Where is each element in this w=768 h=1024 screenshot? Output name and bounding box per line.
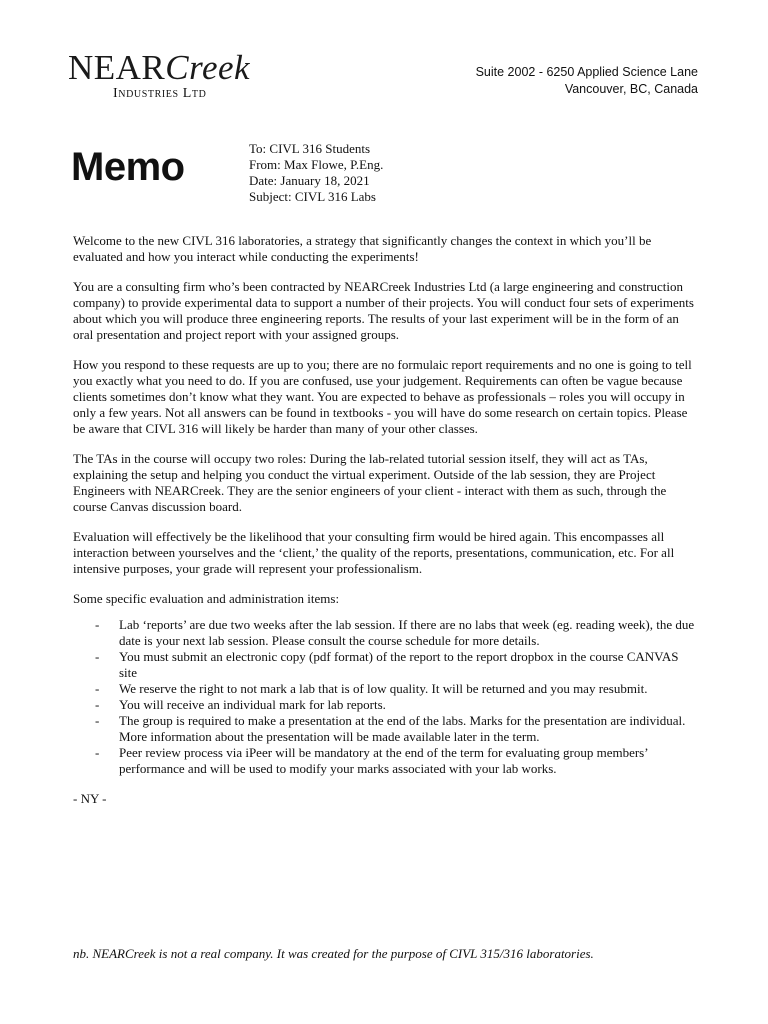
paragraph-welcome: Welcome to the new CIVL 316 laboratories, a strategy that significantly changes the context in which you’ll be evaluated and how you interact while conducting the experiments! — [73, 233, 652, 264]
logo-near: NEAR — [68, 48, 166, 87]
list-dash: - — [95, 745, 100, 760]
list-item — [73, 697, 698, 713]
paragraph-evaluation: Evaluation will effectively be the likelihood that your consulting firm would be hired again. This encompasses all interaction between yourselves and the ‘client,’ the quality of the reports, presentations, communication, etc. For all intensive purposes, your grade will represent your professionalism. — [73, 529, 675, 576]
list-dash: - — [95, 697, 100, 712]
list-item — [73, 617, 698, 649]
list-dash: - — [95, 713, 100, 728]
paragraph-requirements: How you respond to these requests are up to you; there are no formulaic report requirements and no one is going to tell you exactly what you need to do. If you are confused, use your judgement. Requirements can often be vague because clients sometimes don’t know what they want. You are expected to behave as professionals – roles you will occupy in only a few years. Not all answers can be found in textbooks - you will have do some research on certain topics. Please be aware that CIVL 316 will likely be harder than many of your other classes. — [73, 357, 692, 436]
list-item — [73, 745, 698, 777]
memo-header — [249, 141, 383, 205]
list-dash: - — [95, 649, 100, 664]
signoff: - NY - — [73, 791, 107, 806]
logo-subtitle: Industries Ltd — [113, 86, 207, 101]
list-dash: - — [95, 681, 100, 696]
logo-creek: Creek — [165, 48, 251, 87]
company-address — [476, 64, 698, 98]
evaluation-items-list — [73, 617, 698, 777]
list-item — [73, 681, 698, 697]
list-item-text: You will receive an individual mark for lab reports. — [119, 697, 386, 712]
footnote: nb. NEARCreek is not a real company. It was created for the purpose of CIVL 315/316 laboratories. — [73, 946, 594, 961]
memo-to: To: CIVL 316 Students — [249, 141, 371, 156]
list-item-text: The group is required to make a presentation at the end of the labs. Marks for the presentation are individual. More information about the presentation will be made available later in the term. — [119, 713, 686, 744]
paragraph-items-intro: Some specific evaluation and administration items: — [73, 591, 340, 606]
address-line-2: Vancouver, BC, Canada — [564, 82, 698, 96]
memo-title: Memo — [71, 145, 185, 189]
list-item-text: We reserve the right to not mark a lab that is of low quality. It will be returned and you may resubmit. — [119, 681, 648, 696]
memo-body — [73, 233, 698, 807]
list-item-text: Peer review process via iPeer will be mandatory at the end of the term for evaluating group members’ performance and will be used to modify your marks associated with your lab works. — [119, 745, 648, 776]
list-dash: - — [95, 617, 100, 632]
memo-subject: Subject: CIVL 316 Labs — [249, 189, 376, 204]
memo-from: From: Max Flowe, P.Eng. — [249, 157, 384, 172]
paragraph-consulting-firm: You are a consulting firm who’s been contracted by NEARCreek Industries Ltd (a large engineering and construction company) to provide experimental data to support a number of their projects. You will conduct four sets of experiments about which you will produce three engineering reports. The results of your last experiment will be in the form of an oral presentation and project report with your assigned groups. — [73, 279, 694, 342]
company-logo — [68, 48, 250, 102]
memo-date: Date: January 18, 2021 — [249, 173, 370, 188]
list-item — [73, 649, 698, 681]
address-line-1: Suite 2002 - 6250 Applied Science Lane — [475, 65, 698, 79]
list-item — [73, 713, 698, 745]
logo-wordmark — [68, 48, 250, 88]
paragraph-tas: The TAs in the course will occupy two roles: During the lab-related tutorial session itself, they will act as TAs, explaining the setup and helping you conduct the virtual experiment. Outside of the lab session, they are Project Engineers with NEARCreek. They are the senior engineers of your client - interact with them as such, through the course Canvas discussion board. — [73, 451, 667, 514]
list-item-text: You must submit an electronic copy (pdf format) of the report to the report dropbox in the course CANVAS site — [119, 649, 679, 680]
list-item-text: Lab ‘reports’ are due two weeks after the lab session. If there are no labs that week (eg. reading week), the due date is your next lab session. Please consult the course schedule for more details. — [119, 617, 695, 648]
